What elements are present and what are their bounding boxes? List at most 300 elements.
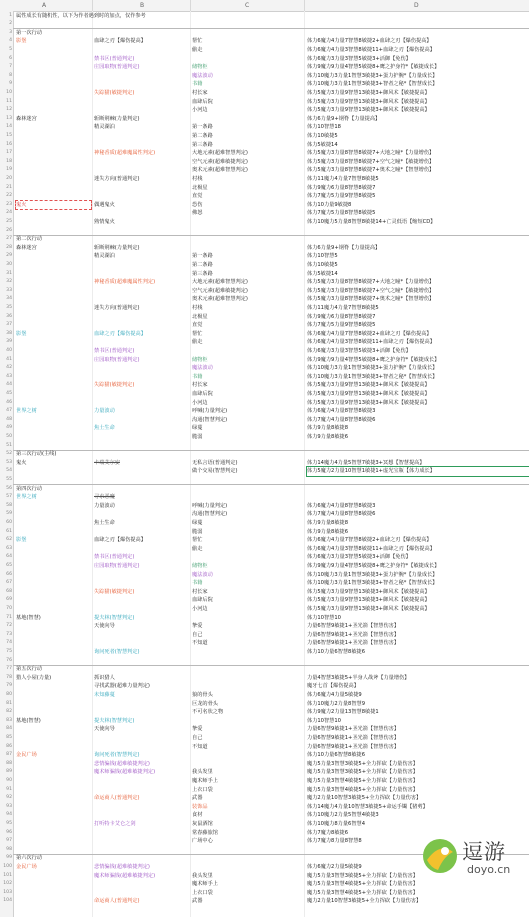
cell-d[interactable]: 体力9力量8敏捷6 bbox=[307, 433, 349, 440]
cell-b[interactable]: 失踪猫(敏捷判定) bbox=[94, 588, 135, 595]
row-number[interactable]: 36 bbox=[6, 313, 12, 319]
row-number[interactable]: 30 bbox=[6, 261, 12, 267]
cell-b[interactable]: 庄园取物(普通判定) bbox=[94, 562, 140, 569]
row-number[interactable]: 27 bbox=[6, 236, 12, 242]
cell-c[interactable]: 第三条路 bbox=[192, 270, 213, 277]
row-number[interactable]: 18 bbox=[6, 158, 12, 164]
row-number[interactable]: 102 bbox=[3, 881, 12, 887]
row-number[interactable]: 38 bbox=[6, 330, 12, 336]
cell-a[interactable]: 第六次行动 bbox=[16, 855, 42, 862]
cell-b[interactable]: 焦土生命 bbox=[94, 519, 115, 526]
cell-c[interactable]: 装饰品 bbox=[192, 803, 208, 810]
cell-b[interactable]: 打听特卡艾仑之剑 bbox=[94, 820, 136, 827]
column-header-c[interactable]: C bbox=[245, 2, 250, 9]
row-number[interactable]: 58 bbox=[6, 502, 12, 508]
cell-d[interactable]: 体力10智慧5 bbox=[307, 253, 338, 260]
cell-b[interactable]: 斩断荆棘(力量判定) bbox=[94, 115, 140, 122]
cell-b[interactable]: 精灵湖泊 bbox=[94, 253, 115, 260]
cell-d[interactable]: 体力11魔力4力量7智慧8敏捷5 bbox=[307, 304, 379, 311]
cell-a[interactable]: 鬼火 bbox=[16, 201, 91, 209]
row-number[interactable]: 94 bbox=[6, 812, 12, 818]
row-number[interactable]: 71 bbox=[6, 614, 12, 620]
row-number[interactable]: 44 bbox=[6, 382, 12, 388]
row-number[interactable]: 103 bbox=[3, 889, 12, 895]
cell-d[interactable]: 力量6智慧9敏捷1+圣光箭【智慧伤害】 bbox=[307, 734, 400, 741]
cell-d[interactable]: 体力6魔力4力量7智慧8敏捷2+血肆之刃【爆伤提高】 bbox=[307, 38, 432, 45]
cell-b[interactable]: 力量波动 bbox=[94, 408, 115, 415]
cell-d[interactable]: 体力9魔力9力量4智慧5敏捷8+鹰之护身符*【敏捷成长】 bbox=[307, 64, 440, 71]
cell-c[interactable]: 第一条路 bbox=[192, 124, 213, 131]
row-number[interactable]: 57 bbox=[6, 494, 12, 500]
cell-a[interactable]: 金民广场 bbox=[16, 863, 37, 870]
row-number[interactable]: 65 bbox=[6, 562, 12, 568]
cell-c[interactable]: 血肆后院 bbox=[192, 390, 213, 397]
row-number[interactable]: 76 bbox=[6, 657, 12, 663]
cell-d[interactable]: 体力10魔力3力量1智慧3敏捷3+智者之秘*【智慧成长】 bbox=[307, 81, 438, 88]
cell-d[interactable]: 体力6力量9+钢脊【力量提高】 bbox=[307, 244, 381, 251]
row-number[interactable]: 20 bbox=[6, 175, 12, 181]
cell-b[interactable]: 天使向导 bbox=[94, 623, 115, 630]
cell-d[interactable]: 体力5敏捷14 bbox=[307, 141, 338, 148]
cell-d[interactable]: 魔力5力量3智慧4敏捷5+全力挥砍【力量伤害】 bbox=[307, 881, 418, 888]
cell-c[interactable]: 巨龙的骨头 bbox=[192, 700, 218, 707]
cell-d[interactable]: 魔力2力量10智慧3敏捷5+全力挥砍【力量伤害】 bbox=[307, 898, 422, 905]
cell-d[interactable]: 体力6魔力3力量3智慧5敏捷3+活御【免伤】 bbox=[307, 554, 411, 561]
row-number[interactable]: 74 bbox=[6, 640, 12, 646]
cell-c[interactable]: 挚爱 bbox=[192, 623, 203, 630]
cell-c[interactable]: 魔术师手上 bbox=[192, 777, 218, 784]
cell-d[interactable]: 体力7魔力4力量8智慧8敏捷6 bbox=[307, 511, 376, 518]
cell-c[interactable]: 沟通(智慧判定) bbox=[192, 511, 228, 518]
row-number[interactable]: 54 bbox=[6, 468, 12, 474]
cell-d[interactable]: 体力10魔力3力量1智慧3敏捷3+蛋力护腕*【力量成长】 bbox=[307, 571, 438, 578]
cell-c[interactable]: 村长家 bbox=[192, 382, 208, 389]
cell-d[interactable]: 魔牙七首【爆伤提高】 bbox=[307, 683, 359, 690]
cell-b[interactable]: 询问死者(智慧判定) bbox=[94, 648, 140, 655]
cell-d[interactable]: 体力5魔力3力量8智慧8敏捷7+大地之瞳*【力量增伤】 bbox=[307, 150, 435, 157]
cell-d[interactable]: 体力10智慧10 bbox=[307, 717, 341, 724]
cell-d[interactable]: 体力7魔力4力量8智慧8敏捷6 bbox=[307, 416, 376, 423]
row-number[interactable]: 63 bbox=[6, 545, 12, 551]
row-number[interactable]: 62 bbox=[6, 537, 12, 543]
row-number[interactable]: 17 bbox=[6, 150, 12, 156]
cell-b[interactable]: 斩断荆棘(力量判定) bbox=[94, 244, 140, 251]
cell-c[interactable]: 广场中心 bbox=[192, 838, 213, 845]
cell-b[interactable]: 寻求恶魔 bbox=[94, 494, 115, 501]
cell-d[interactable]: 体力10魔力2力量8智慧9 bbox=[307, 700, 366, 707]
cell-d[interactable]: 体力5魔力3力量8智慧8敏捷7+奥术之瞳*【智慧增伤】 bbox=[307, 296, 435, 303]
cell-c[interactable]: 储物柜 bbox=[192, 64, 208, 71]
cell-d[interactable]: 体力10智慧10 bbox=[307, 614, 341, 621]
row-number[interactable]: 80 bbox=[6, 691, 12, 697]
cell-d[interactable]: 体力11魔力4力量7智慧8敏捷5 bbox=[307, 175, 379, 182]
cell-d[interactable]: 体力9力量8敏捷8 bbox=[307, 519, 349, 526]
cell-d[interactable]: 体力10魔力3力量1智慧3敏捷3+蛋力护腕*【力量成长】 bbox=[307, 365, 438, 372]
cell-d[interactable]: 体力6魔力4力量3智慧8敏捷11+血肆之刃【爆伤提高】 bbox=[307, 339, 435, 346]
cell-d[interactable]: 体力5魔力3力量8智慧8敏捷7+奥术之瞳*【智慧增伤】 bbox=[307, 167, 435, 174]
cell-d[interactable]: 体力5魔力3力量9智慧13敏捷3+御风术【敏捷提高】 bbox=[307, 597, 430, 604]
cell-c[interactable]: 上衣口袋 bbox=[192, 889, 213, 896]
row-number[interactable]: 19 bbox=[6, 167, 12, 173]
row-number[interactable]: 81 bbox=[6, 700, 12, 706]
cell-d[interactable]: 体力10敏捷5 bbox=[307, 132, 338, 139]
cell-d[interactable]: 体力7魔力8敏捷6 bbox=[307, 829, 349, 836]
row-number[interactable]: 4 bbox=[9, 38, 12, 44]
cell-b[interactable]: 禁书区(普通判定) bbox=[94, 55, 135, 62]
cell-c[interactable]: 做个交易(智慧判定) bbox=[192, 468, 238, 475]
cell-b[interactable]: 提夫林(智慧判定) bbox=[94, 717, 135, 724]
cell-c[interactable]: 帮忙 bbox=[192, 330, 203, 337]
cell-d[interactable]: 力量6智慧9敏捷1+圣光箭【智慧伤害】 bbox=[307, 726, 400, 733]
cell-c[interactable]: 佛怒 bbox=[192, 210, 203, 217]
cell-c[interactable]: 北极星 bbox=[192, 184, 208, 191]
cell-a[interactable]: 森林迷宫 bbox=[16, 115, 37, 122]
cell-a[interactable]: 属性成长有随机性，以下为作者遇到时的加点，仅作参考 bbox=[16, 12, 146, 19]
cell-d[interactable]: 体力6魔力3力量3智慧5敏捷3+活御【免伤】 bbox=[307, 55, 411, 62]
cell-b[interactable]: 魔术师骗钱(超难敏捷判定) bbox=[94, 769, 156, 776]
row-number[interactable]: 43 bbox=[6, 373, 12, 379]
cell-c[interactable]: 我头发里 bbox=[192, 872, 213, 879]
row-number[interactable]: 55 bbox=[6, 476, 12, 482]
cell-c[interactable]: 不知道 bbox=[192, 743, 208, 750]
cell-d[interactable]: 力量4智慧3敏捷5+半身人战斧【力量增伤】 bbox=[307, 674, 410, 681]
cell-d[interactable]: 体力6魔力4力量7智慧8敏捷2+血肆之刃【爆伤提高】 bbox=[307, 537, 432, 544]
row-number[interactable]: 42 bbox=[6, 365, 12, 371]
row-number[interactable]: 13 bbox=[6, 115, 12, 121]
row-number[interactable]: 82 bbox=[6, 709, 12, 715]
cell-d[interactable]: 体力10力量6智慧8敏捷6 bbox=[307, 648, 366, 655]
row-number[interactable]: 87 bbox=[6, 752, 12, 758]
cell-d[interactable]: 体力5魔力3力量9智慧13敏捷3+御风术【敏捷提高】 bbox=[307, 390, 430, 397]
cell-d[interactable]: 体力5魔力3力量9智慧13敏捷3+御风术【敏捷提高】 bbox=[307, 399, 430, 406]
row-number[interactable]: 100 bbox=[3, 863, 12, 869]
cell-c[interactable]: 灰鼠酒馆 bbox=[192, 820, 213, 827]
cell-d[interactable]: 体力5魔力3力量8智慧8敏捷7+大地之瞳*【力量增伤】 bbox=[307, 279, 435, 286]
cell-a[interactable]: 墓地(智慧) bbox=[16, 614, 41, 621]
cell-a[interactable]: 鬼火 bbox=[16, 459, 27, 466]
cell-c[interactable]: 绿蔓 bbox=[192, 425, 203, 432]
cell-a[interactable]: 第五次行动 bbox=[16, 666, 42, 673]
cell-c[interactable]: 不知道 bbox=[192, 640, 208, 647]
cell-c[interactable]: 奥术元素(超难智慧判定) bbox=[192, 167, 248, 174]
row-number[interactable]: 64 bbox=[6, 554, 12, 560]
cell-d[interactable]: 体力5魔力3力量8智慧8敏捷7+空气之瞳*【敏捷增伤】 bbox=[307, 158, 435, 165]
row-number[interactable]: 51 bbox=[6, 442, 12, 448]
row-number[interactable]: 72 bbox=[6, 623, 12, 629]
cell-d[interactable]: 体力6魔力4力量3智慧8敏捷11+血肆之刃【爆伤提高】 bbox=[307, 545, 435, 552]
cell-d[interactable]: 力量6智慧9敏捷1+圣光箭【智慧伤害】 bbox=[307, 640, 400, 647]
row-number[interactable]: 15 bbox=[6, 132, 12, 138]
row-number[interactable]: 101 bbox=[3, 872, 12, 878]
cell-b[interactable]: 精灵湖泊 bbox=[94, 124, 115, 131]
cell-c[interactable]: 不可名状之物 bbox=[192, 709, 224, 716]
row-number[interactable]: 73 bbox=[6, 631, 12, 637]
cell-c[interactable]: 自己 bbox=[192, 734, 203, 741]
cell-d[interactable]: 体力6魔力4力量5敏捷9 bbox=[307, 691, 362, 698]
row-number[interactable]: 91 bbox=[6, 786, 12, 792]
cell-c[interactable]: 上衣口袋 bbox=[192, 786, 213, 793]
cell-d[interactable]: 体力9魔力2力量13智慧8敏捷1 bbox=[307, 709, 379, 716]
cell-c[interactable]: 村栈 bbox=[192, 175, 203, 182]
cell-b[interactable]: 失踪猫(敏捷判定) bbox=[94, 89, 135, 96]
cell-d[interactable]: 魔力5力量3智慧4敏捷5+全力挥砍【力量伤害】 bbox=[307, 777, 418, 784]
column-header-a[interactable]: A bbox=[42, 2, 47, 9]
cell-d[interactable]: 体力10魔力3力量1智慧3敏捷3+蛋力护腕*【力量成长】 bbox=[307, 72, 438, 79]
cell-c[interactable]: 自己 bbox=[192, 631, 203, 638]
cell-c[interactable]: 偷走 bbox=[192, 545, 203, 552]
row-number[interactable]: 10 bbox=[6, 89, 12, 95]
cell-c[interactable]: 魔法波动 bbox=[192, 72, 213, 79]
cell-d[interactable]: 魔力5力量3智慧3敏捷5+全力挥砍【力量伤害】 bbox=[307, 872, 418, 879]
cell-d[interactable]: 体力9力量8敏捷8 bbox=[307, 425, 349, 432]
cell-c[interactable]: 挚爱 bbox=[192, 726, 203, 733]
cell-a[interactable]: 世界之树 bbox=[16, 408, 37, 415]
row-number[interactable]: 2 bbox=[9, 21, 12, 27]
cell-c[interactable]: 书籍 bbox=[192, 580, 203, 587]
cell-c[interactable]: 书籍 bbox=[192, 373, 203, 380]
cell-b[interactable]: 询问死者(智慧判定) bbox=[94, 752, 140, 759]
row-number[interactable]: 8 bbox=[9, 72, 12, 78]
cell-b[interactable]: 悲情骗钱(超难敏捷判定) bbox=[94, 863, 150, 870]
row-number[interactable]: 5 bbox=[9, 46, 12, 52]
row-number[interactable]: 22 bbox=[6, 193, 12, 199]
cell-c[interactable]: 偷走 bbox=[192, 339, 203, 346]
cell-d[interactable]: 体力10魔力2力量5智慧4敏捷3 bbox=[307, 812, 379, 819]
cell-d[interactable]: 体力5魔力3力量9智慧13敏捷3+御风术【敏捷提高】 bbox=[307, 107, 430, 114]
cell-d[interactable]: 体力6魔力4力量3智慧8敏捷11+血肆之刃【爆伤提高】 bbox=[307, 46, 435, 53]
cell-c[interactable]: 空气元素(超难敏捷判定) bbox=[192, 287, 248, 294]
row-number[interactable]: 6 bbox=[9, 55, 12, 61]
row-number[interactable]: 37 bbox=[6, 322, 12, 328]
row-number[interactable]: 47 bbox=[6, 408, 12, 414]
cell-c[interactable]: 空气元素(超难敏捷判定) bbox=[192, 158, 248, 165]
cell-d[interactable]: 魔力5力量3智慧4敏捷5+全力挥砍【力量伤害】 bbox=[307, 889, 418, 896]
row-number[interactable]: 78 bbox=[6, 674, 12, 680]
cell-d[interactable]: 魔力5力量3智慧3敏捷5+全力挥砍【力量伤害】 bbox=[307, 760, 418, 767]
cell-c[interactable]: 武器 bbox=[192, 898, 203, 905]
cell-b[interactable]: 天使向导 bbox=[94, 726, 115, 733]
cell-d[interactable]: 体力10魔力3力量1智慧3敏捷3+智者之秘*【智慧成长】 bbox=[307, 580, 438, 587]
cell-a[interactable]: 森林迷宫 bbox=[16, 244, 37, 251]
cell-b[interactable]: 庄园取物(普通判定) bbox=[94, 64, 140, 71]
row-number[interactable]: 11 bbox=[6, 98, 12, 104]
cell-b[interactable]: 神秘香质(超难魔属性判定) bbox=[94, 279, 156, 286]
cell-b[interactable]: 焦土生命 bbox=[94, 425, 115, 432]
row-number[interactable]: 53 bbox=[6, 459, 12, 465]
cell-c[interactable]: 直觉 bbox=[192, 193, 203, 200]
cell-d[interactable]: 体力9魔力6力量8智慧8敏捷7 bbox=[307, 313, 376, 320]
cell-d[interactable]: 体力5魔力3力量9智慧13敏捷3+御风术【敏捷提高】 bbox=[307, 98, 430, 105]
cell-b[interactable]: 熟情鬼火 bbox=[94, 218, 115, 225]
cell-b[interactable]: 提夫林(智慧判定) bbox=[94, 614, 135, 621]
row-number[interactable]: 16 bbox=[6, 141, 12, 147]
cell-c[interactable]: 小河边 bbox=[192, 107, 208, 114]
cell-b[interactable]: 血肆之刃【爆伤提高】 bbox=[94, 537, 146, 544]
row-number[interactable]: 60 bbox=[6, 519, 12, 525]
cell-c[interactable]: 狼的骨头 bbox=[192, 691, 213, 698]
cell-d[interactable]: 力量6智慧9敏捷1+圣光箭【智慧伤害】 bbox=[307, 743, 400, 750]
row-number[interactable]: 61 bbox=[6, 528, 12, 534]
cell-c[interactable]: 脆弱 bbox=[192, 528, 203, 535]
cell-b[interactable]: 失踪猫(敏捷判定) bbox=[94, 382, 135, 389]
row-number[interactable]: 75 bbox=[6, 648, 12, 654]
cell-c[interactable]: 脆弱 bbox=[192, 433, 203, 440]
cell-c[interactable]: 魔术师手上 bbox=[192, 881, 218, 888]
cell-d[interactable]: 体力6魔力4力量8智慧8敏捷3 bbox=[307, 408, 376, 415]
cell-a[interactable]: 猎人小屋(力量) bbox=[16, 674, 52, 681]
cell-d[interactable]: 体力6力量9+钢脊【力量提高】 bbox=[307, 115, 381, 122]
row-number[interactable]: 34 bbox=[6, 296, 12, 302]
cell-a[interactable]: 第一次行动 bbox=[16, 29, 42, 36]
row-number[interactable]: 41 bbox=[6, 356, 12, 362]
row-number[interactable]: 89 bbox=[6, 769, 12, 775]
cell-a[interactable]: 影堡 bbox=[16, 330, 27, 337]
cell-d[interactable]: 体力10魔力5力量8智慧8敏捷14+亡灵低语【缩短CD】 bbox=[307, 218, 436, 225]
row-number[interactable]: 84 bbox=[6, 726, 12, 732]
cell-d[interactable]: 体力10智慧18 bbox=[307, 124, 341, 131]
row-number[interactable]: 28 bbox=[6, 244, 12, 250]
row-number[interactable]: 46 bbox=[6, 399, 12, 405]
cell-d[interactable]: 体力14魔力4力量5智慧7敏捷3+冥想【智慧提高】 bbox=[307, 459, 425, 466]
cell-c[interactable]: 常春藤旅馆 bbox=[192, 829, 218, 836]
cell-d[interactable]: 体力10魔力3力量1智慧3敏捷3+智者之秘*【智慧成长】 bbox=[307, 373, 438, 380]
row-number[interactable]: 77 bbox=[6, 666, 12, 672]
cell-b[interactable]: 魔术师骗钱(超难敏捷判定) bbox=[94, 872, 156, 879]
row-number[interactable]: 67 bbox=[6, 580, 12, 586]
cell-c[interactable]: 无私言语(普通判定) bbox=[192, 459, 238, 466]
row-number[interactable]: 69 bbox=[6, 597, 12, 603]
cell-d[interactable]: 体力5魔力3力量9智慧13敏捷3+御风术【敏捷提高】 bbox=[307, 89, 430, 96]
row-number[interactable]: 12 bbox=[6, 107, 12, 113]
cell-a[interactable]: 第三次行动(主线) bbox=[16, 451, 57, 458]
row-number[interactable]: 92 bbox=[6, 795, 12, 801]
cell-c[interactable]: 呼喊(力量判定) bbox=[192, 408, 228, 415]
cell-c[interactable]: 我头发里 bbox=[192, 769, 213, 776]
cell-c[interactable]: 第一条路 bbox=[192, 253, 213, 260]
cell-c[interactable]: 大地元素(超难智慧判定) bbox=[192, 279, 248, 286]
cell-c[interactable]: 沟通(智慧判定) bbox=[192, 416, 228, 423]
cell-d[interactable]: 体力5敏捷14 bbox=[307, 270, 338, 277]
cell-c[interactable]: 帮忙 bbox=[192, 38, 203, 45]
cell-d[interactable]: 体力9魔力9力量4智慧5敏捷8+鹰之护身符*【敏捷成长】 bbox=[307, 562, 440, 569]
cell-c[interactable]: 魔法波动 bbox=[192, 365, 213, 372]
row-number[interactable]: 99 bbox=[6, 855, 12, 861]
cell-d[interactable]: 体力7魔力5力量8智慧8敏捷5 bbox=[307, 210, 376, 217]
cell-c[interactable]: 北极星 bbox=[192, 313, 208, 320]
row-number[interactable]: 7 bbox=[9, 64, 12, 70]
cell-d[interactable]: 体力5魔力3力量8智慧8敏捷7+空气之瞳*【敏捷增伤】 bbox=[307, 287, 435, 294]
cell-d[interactable]: 体力7魔力8力量8智慧8 bbox=[307, 838, 362, 845]
row-number[interactable]: 93 bbox=[6, 803, 12, 809]
cell-c[interactable]: 储物柜 bbox=[192, 356, 208, 363]
column-header-d[interactable]: D bbox=[414, 2, 419, 9]
cell-c[interactable]: 偷走 bbox=[192, 46, 203, 53]
row-number[interactable]: 95 bbox=[6, 820, 12, 826]
row-number[interactable]: 40 bbox=[6, 347, 12, 353]
cell-a[interactable]: 金民广场 bbox=[16, 752, 37, 759]
cell-d[interactable]: 力量6智慧9敏捷1+圣光箭【智慧伤害】 bbox=[307, 623, 400, 630]
cell-d[interactable]: 体力6魔力2力量5敏捷9 bbox=[307, 863, 362, 870]
row-number[interactable]: 68 bbox=[6, 588, 12, 594]
row-number[interactable]: 90 bbox=[6, 777, 12, 783]
row-number[interactable]: 23 bbox=[6, 201, 12, 207]
row-number[interactable]: 45 bbox=[6, 390, 12, 396]
cell-d[interactable]: 体力5魔力3力量9智慧13敏捷3+御风术【敏捷提高】 bbox=[307, 382, 430, 389]
cell-d[interactable]: 体力9力量8敏捷6 bbox=[307, 528, 349, 535]
row-number[interactable]: 50 bbox=[6, 433, 12, 439]
cell-d[interactable]: 体力7魔力5力量9智慧8敏捷5 bbox=[307, 322, 376, 329]
cell-d[interactable]: 魔力5力量3智慧4敏捷5+全力挥砍【力量伤害】 bbox=[307, 786, 418, 793]
cell-c[interactable]: 村长家 bbox=[192, 588, 208, 595]
cell-b[interactable]: 寻找武器(超难力量判定) bbox=[94, 683, 150, 690]
cell-d[interactable]: 体力9魔力9力量4智慧5敏捷8+鹰之护身符*【敏捷成长】 bbox=[307, 356, 440, 363]
row-number[interactable]: 1 bbox=[9, 12, 12, 18]
row-number[interactable]: 29 bbox=[6, 253, 12, 259]
cell-b[interactable]: 偶遇鬼火 bbox=[94, 201, 115, 208]
cell-b[interactable]: 抓识猎人 bbox=[94, 674, 115, 681]
cell-c[interactable]: 血肆后院 bbox=[192, 98, 213, 105]
cell-b[interactable]: 禁书区(普通判定) bbox=[94, 347, 135, 354]
cell-b[interactable]: 悲情骗钱(超难敏捷判定) bbox=[94, 760, 150, 767]
cell-b[interactable]: 迷失方向(普通判定) bbox=[94, 304, 140, 311]
cell-c[interactable]: 魔法波动 bbox=[192, 571, 213, 578]
cell-b[interactable]: 血肆之刃【爆伤提高】 bbox=[94, 38, 146, 45]
row-number[interactable]: 14 bbox=[6, 124, 12, 130]
row-number[interactable]: 83 bbox=[6, 717, 12, 723]
cell-c[interactable]: 书籍 bbox=[192, 81, 203, 88]
cell-d[interactable]: 体力10力量6智慧8敏捷6 bbox=[307, 752, 366, 759]
cell-c[interactable]: 第三条路 bbox=[192, 141, 213, 148]
row-number[interactable]: 48 bbox=[6, 416, 12, 422]
row-number[interactable]: 21 bbox=[6, 184, 12, 190]
row-number[interactable]: 85 bbox=[6, 734, 12, 740]
cell-a[interactable]: 第四次行动 bbox=[16, 485, 42, 492]
row-number[interactable]: 96 bbox=[6, 829, 12, 835]
row-number[interactable]: 66 bbox=[6, 571, 12, 577]
cell-c[interactable]: 第二条路 bbox=[192, 132, 213, 139]
row-number[interactable]: 104 bbox=[3, 898, 12, 904]
cell-d[interactable]: 体力10魔力8力量6智慧4 bbox=[307, 820, 366, 827]
cell-a[interactable]: 世界之树 bbox=[16, 494, 37, 501]
cell-d[interactable]: 魔力2力量10智慧3敏捷5+全力挥砍【力量伤害】 bbox=[307, 795, 422, 802]
row-number[interactable]: 26 bbox=[6, 227, 12, 233]
row-number[interactable]: 25 bbox=[6, 218, 12, 224]
cell-c[interactable]: 村栈 bbox=[192, 304, 203, 311]
cell-d[interactable]: 体力9魔力6力量8智慧8敏捷7 bbox=[307, 184, 376, 191]
row-number[interactable]: 9 bbox=[9, 81, 12, 87]
row-number[interactable]: 24 bbox=[6, 210, 12, 216]
cell-d[interactable]: 体力5魔力3力量9智慧13敏捷3+御风术【敏捷提高】 bbox=[307, 588, 430, 595]
cell-b[interactable]: 未知藤蔓 bbox=[94, 691, 115, 698]
cell-b[interactable]: 血肆之刃【爆伤提高】 bbox=[94, 330, 146, 337]
cell-d[interactable]: 体力14魔力4力量10智慧3敏捷5+命运手镯【猪剪】 bbox=[307, 803, 428, 810]
cell-d[interactable]: 体力10力量9敏捷8 bbox=[307, 201, 352, 208]
cell-c[interactable]: 食材 bbox=[192, 812, 203, 819]
cell-d[interactable]: 体力7魔力5力量9智慧8敏捷5 bbox=[307, 193, 376, 200]
cell-c[interactable]: 呼喊(力量判定) bbox=[192, 502, 228, 509]
cell-d[interactable]: 体力6魔力4力量8智慧8敏捷3 bbox=[307, 502, 376, 509]
row-number[interactable]: 49 bbox=[6, 425, 12, 431]
row-number[interactable]: 52 bbox=[6, 451, 12, 457]
row-number[interactable]: 86 bbox=[6, 743, 12, 749]
row-number[interactable]: 98 bbox=[6, 846, 12, 852]
row-number[interactable]: 59 bbox=[6, 511, 12, 517]
cell-c[interactable]: 大地元素(超难智慧判定) bbox=[192, 150, 248, 157]
cell-d[interactable]: 力量6智慧9敏捷1+圣光箭【智慧伤害】 bbox=[307, 631, 400, 638]
cell-a[interactable]: 第二次行动 bbox=[16, 236, 42, 243]
cell-c[interactable]: 武器 bbox=[192, 795, 203, 802]
cell-b[interactable]: 迷失方向(普通判定) bbox=[94, 175, 140, 182]
